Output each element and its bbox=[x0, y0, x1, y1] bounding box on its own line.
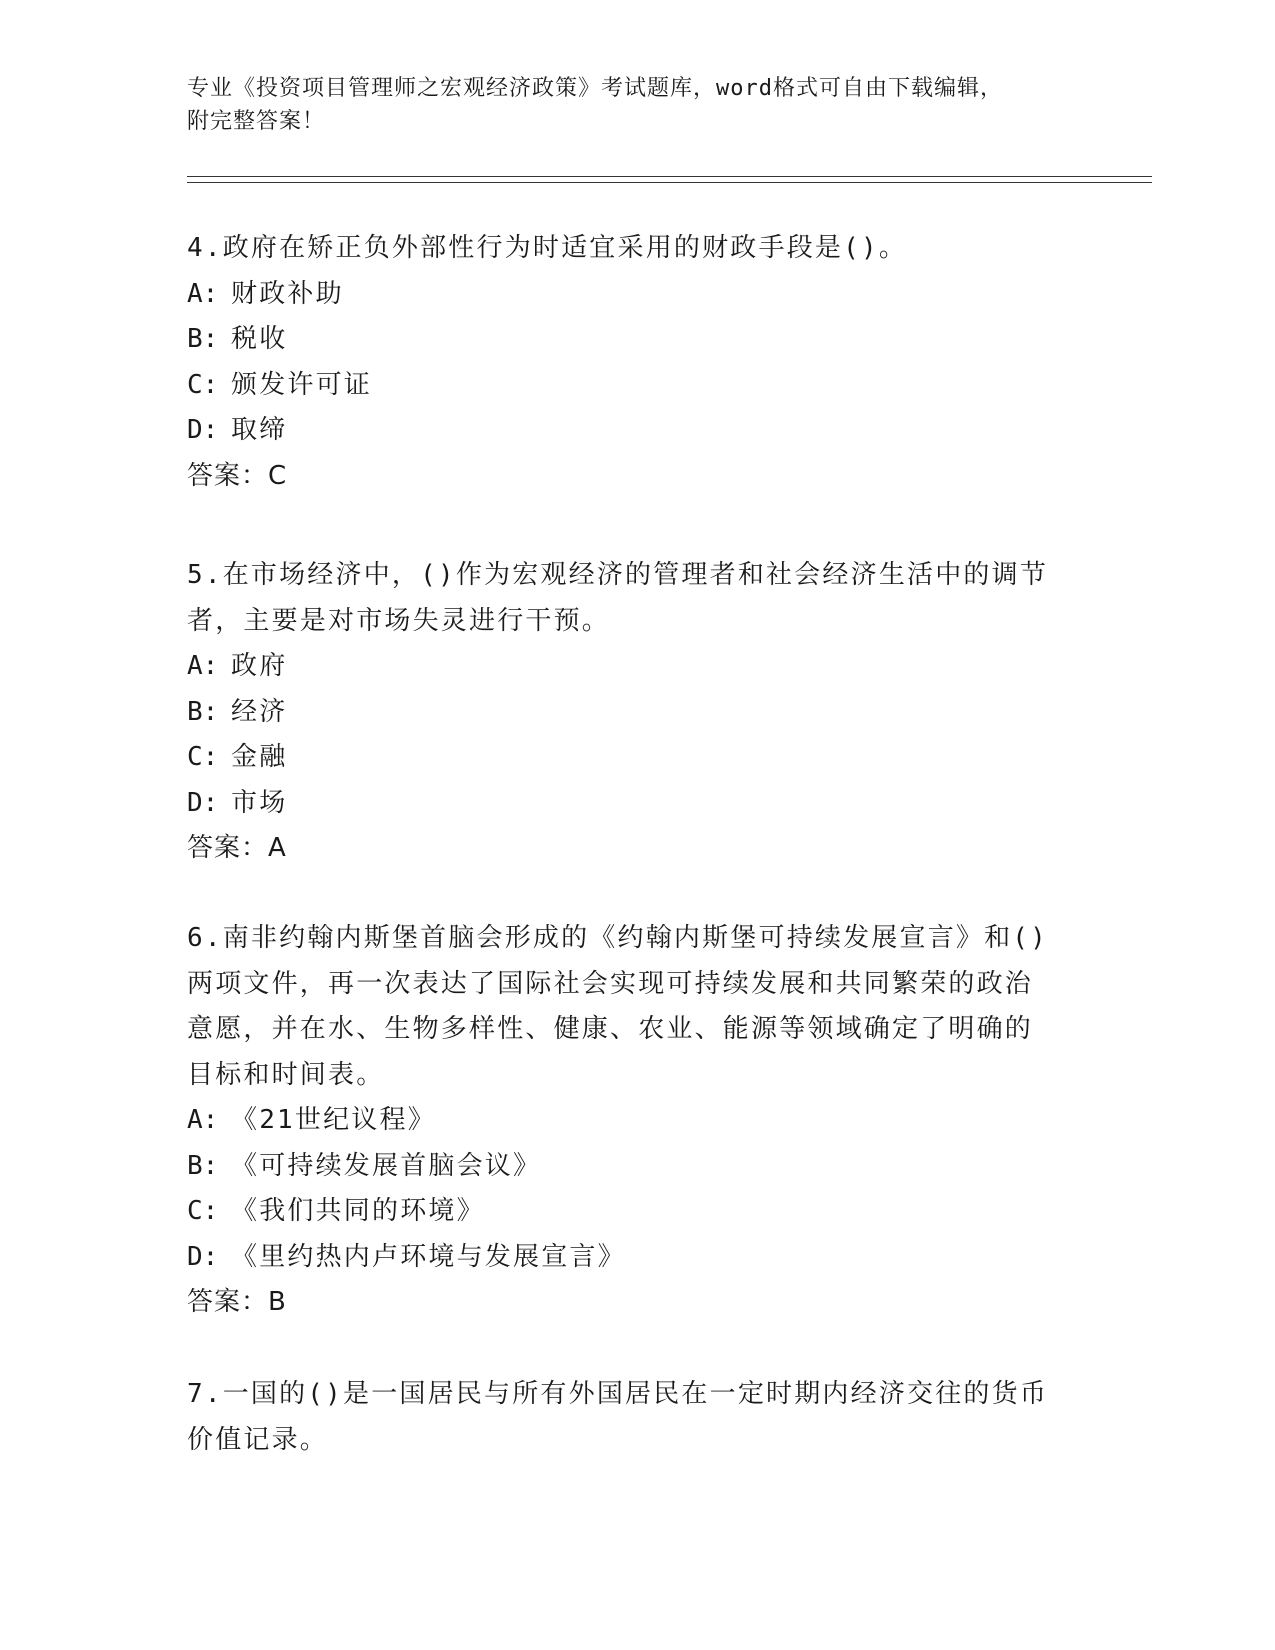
option-text: 《我们共同的环境》 bbox=[231, 1196, 485, 1226]
option-letter: B: bbox=[187, 324, 219, 354]
answer-line: 答案：A bbox=[187, 833, 287, 863]
option-b bbox=[187, 1144, 1137, 1190]
option-d bbox=[187, 1235, 1137, 1281]
option-a bbox=[187, 644, 1137, 690]
option-b bbox=[187, 690, 1137, 736]
option-letter: A: bbox=[187, 278, 219, 309]
option-letter: A: bbox=[187, 651, 219, 681]
option-letter: C: bbox=[187, 1196, 219, 1226]
question-text: 者，主要是对市场失灵进行干预。 bbox=[187, 605, 611, 636]
option-letter: B: bbox=[187, 1150, 219, 1181]
option-text: 经济 bbox=[231, 696, 288, 727]
question-text: 两项文件，再一次表达了国际社会实现可持续发展和共同繁荣的政治 bbox=[187, 968, 1034, 999]
option-text: 《21世纪议程》 bbox=[231, 1105, 436, 1135]
option-d bbox=[187, 408, 1137, 454]
question-7 bbox=[187, 1372, 1137, 1463]
option-d bbox=[187, 781, 1137, 827]
option-letter: D: bbox=[187, 787, 219, 818]
option-c bbox=[187, 735, 1137, 781]
option-text: 《可持续发展首脑会议》 bbox=[231, 1150, 542, 1181]
document-header bbox=[187, 72, 1087, 138]
question-text: 目标和时间表。 bbox=[187, 1059, 385, 1090]
option-text: 颁发许可证 bbox=[231, 369, 373, 400]
question-text: 5.在市场经济中，()作为宏观经济的管理者和社会经济生活中的调节 bbox=[187, 560, 1049, 590]
option-text: 财政补助 bbox=[231, 278, 344, 309]
option-c bbox=[187, 363, 1137, 409]
header-line: 附完整答案！ bbox=[187, 109, 326, 134]
question-text: 价值记录。 bbox=[187, 1424, 329, 1455]
option-a bbox=[187, 272, 1137, 318]
option-letter: C: bbox=[187, 369, 219, 400]
option-letter: C: bbox=[187, 742, 219, 772]
question-text: 意愿，并在水、生物多样性、健康、农业、能源等领域确定了明确的 bbox=[187, 1014, 1034, 1044]
option-c bbox=[187, 1189, 1137, 1235]
option-text: 市场 bbox=[231, 787, 288, 818]
question-5 bbox=[187, 553, 1137, 872]
question-text: 4.政府在矫正负外部性行为时适宜采用的财政手段是()。 bbox=[187, 233, 908, 263]
header-divider-bottom bbox=[187, 182, 1152, 183]
option-text: 政府 bbox=[231, 651, 288, 681]
question-text: 7.一国的()是一国居民与所有外国居民在一定时期内经济交往的货币 bbox=[187, 1379, 1049, 1409]
option-text: 金融 bbox=[231, 742, 288, 772]
option-letter: D: bbox=[187, 1241, 219, 1272]
question-4 bbox=[187, 226, 1137, 499]
option-text: 税收 bbox=[231, 324, 288, 354]
question-text: 6.南非约翰内斯堡首脑会形成的《约翰内斯堡可持续发展宣言》和() bbox=[187, 923, 1049, 953]
option-text: 《里约热内卢环境与发展宣言》 bbox=[231, 1241, 626, 1272]
answer-line: 答案：B bbox=[187, 1287, 287, 1317]
question-6 bbox=[187, 916, 1137, 1326]
option-text: 取缔 bbox=[231, 415, 288, 445]
header-line: 专业《投资项目管理师之宏观经济政策》考试题库，word格式可自由下载编辑， bbox=[187, 76, 1003, 101]
option-letter: D: bbox=[187, 415, 219, 445]
option-b bbox=[187, 317, 1137, 363]
option-a bbox=[187, 1098, 1137, 1144]
header-divider-top bbox=[187, 176, 1152, 177]
answer-line: 答案：C bbox=[187, 460, 288, 491]
option-letter: A: bbox=[187, 1105, 219, 1135]
option-letter: B: bbox=[187, 696, 219, 727]
